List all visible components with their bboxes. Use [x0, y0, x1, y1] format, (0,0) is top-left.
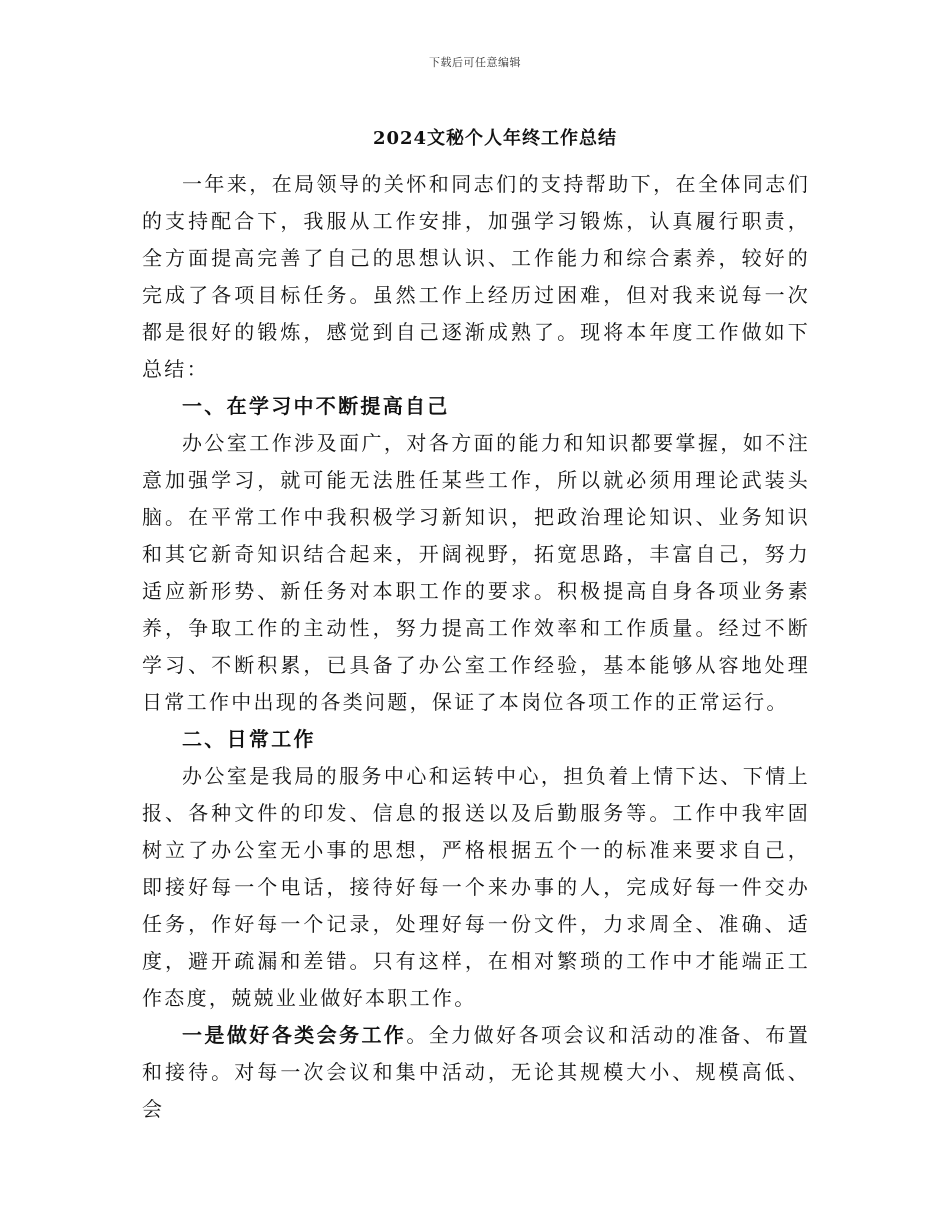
- section-1-paragraph: 办公室工作涉及面广，对各方面的能力和知识都要掌握，如不注意加强学习，就可能无法胜任某些工作，所以就必须用理论武装头脑。在平常工作中我积极学习新知识，把政治理论知识、业务知识和其它新奇知识结合起来，开阔视野，拓宽思路，丰富自己，努力适应新形势、新任务对本职工作的要求。积极提高自身各项业务素养，争取工作的主动性，努力提高工作效率和工作质量。经过不断学习、不断积累，已具备了办公室工作经验，基本能够从容地处理日常工作中出现的各类问题，保证了本岗位各项工作的正常运行。: [142, 431, 810, 714]
- section-heading-1: 一、在学习中不断提高自己: [182, 394, 450, 418]
- header-note: 下载后可任意编辑: [429, 56, 521, 69]
- document-title: 2024文秘个人年终工作总结: [372, 128, 618, 149]
- item-1-paragraph: [142, 1017, 810, 1128]
- intro-paragraph: 一年来，在局领导的关怀和同志们的支持帮助下，在全体同志们的支持配合下，我服从工作安排，加强学习锻炼，认真履行职责，全方面提高完善了自己的思想认识、工作能力和综合素养，较好的完成了各项目标任务。虽然工作上经历过困难，但对我来说每一次都是很好的锻炼，感觉到自己逐渐成熟了。现将本年度工作做如下总结：: [142, 172, 810, 381]
- section-2-paragraph: 办公室是我局的服务中心和运转中心，担负着上情下达、下情上报、各种文件的印发、信息的报送以及后勤服务等。工作中我牢固树立了办公室无小事的思想，严格根据五个一的标准来要求自己，即接好每一个电话，接待好每一个来办事的人，完成好每一件交办任务，作好每一个记录，处理好每一份文件，力求周全、准确、适度，避开疏漏和差错。只有这样，在相对繁琐的工作中才能端正工作态度，兢兢业业做好本职工作。: [142, 764, 810, 1010]
- document-body: [142, 166, 810, 1128]
- item-1-lead: 一是做好各类会务工作: [182, 1023, 407, 1047]
- item-1-body: 。全力做好各项会议和活动的准备、布置和接待。对每一次会议和集中活动，无论其规模大小、规模高低、会: [142, 1023, 811, 1121]
- section-heading-2: 二、日常工作: [182, 727, 316, 751]
